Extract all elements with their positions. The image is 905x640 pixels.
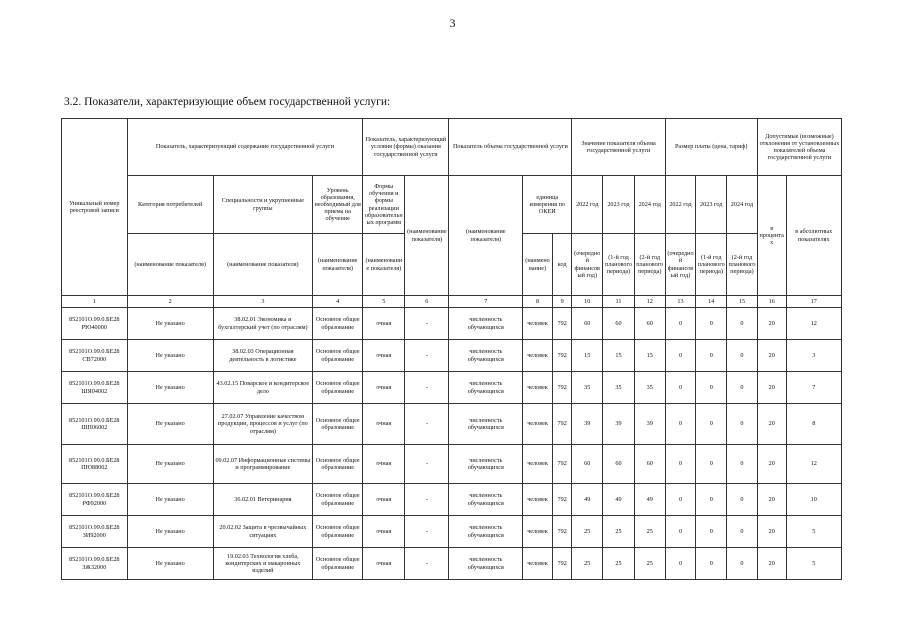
deviation-percent-cell: 20 (757, 340, 786, 372)
unit-name-cell: человек (523, 484, 553, 516)
table-row (62, 340, 842, 372)
column-number: 11 (603, 296, 635, 308)
deviation-absolute-cell: 12 (786, 308, 841, 340)
fee-2024-cell: 0 (727, 372, 758, 404)
volume-2022-cell: 25 (572, 548, 603, 580)
specialty-cell: 36.02.01 Ветеринария (213, 484, 312, 516)
record-code-cell: 852101О.99.0.БЕ28 РЮ40000 (62, 308, 128, 340)
column-number: 3 (213, 296, 312, 308)
blank-indicator-cell: - (405, 308, 449, 340)
record-code-cell: 852101О.99.0.БЕ28 ШЯ04002 (62, 372, 128, 404)
deviation-percent-cell: 20 (757, 372, 786, 404)
fee-2022-cell: 0 (665, 445, 696, 484)
deviation-percent-cell: 20 (757, 548, 786, 580)
header-year-note-3: (2-й год планового периода) (634, 234, 665, 296)
volume-2023-cell: 25 (603, 516, 635, 548)
header-volume-value: Значение показателя объема государственной услуги (572, 119, 665, 176)
unit-name-cell: человек (523, 516, 553, 548)
specialty-cell: 38.02.03 Операционная деятельность в логистике (213, 340, 312, 372)
column-number: 1 (62, 296, 128, 308)
consumer-category-cell: Не указано (127, 516, 213, 548)
fee-2024-cell: 0 (727, 516, 758, 548)
deviation-absolute-cell: 5 (786, 516, 841, 548)
fee-2022-cell: 0 (665, 484, 696, 516)
unit-name-cell: человек (523, 340, 553, 372)
education-form-cell: очная (363, 548, 405, 580)
column-number: 5 (363, 296, 405, 308)
consumer-category-cell: Не указано (127, 372, 213, 404)
volume-2022-cell: 25 (572, 516, 603, 548)
header-education-level: Уровень образования, необходимый для приема на обучение (313, 176, 363, 234)
volume-2023-cell: 60 (603, 445, 635, 484)
fee-2024-cell: 0 (727, 308, 758, 340)
table-body (62, 308, 842, 580)
education-form-cell: очная (363, 445, 405, 484)
record-code-cell: 852101О.99.0.БЕ28 ПЮ88002 (62, 445, 128, 484)
deviation-percent-cell: 20 (757, 308, 786, 340)
education-form-cell: очная (363, 372, 405, 404)
header-unit-okei: единица измерения по ОКЕИ (523, 176, 572, 234)
table-row (62, 516, 842, 548)
deviation-percent-cell: 20 (757, 516, 786, 548)
page-number: 3 (449, 16, 456, 30)
header-fee-size: Размер платы (цена, тариф) (665, 119, 757, 176)
volume-2023-cell: 39 (603, 404, 635, 445)
specialty-cell: 38.02.01 Экономика и бухгалтерский учет (по отраслям) (213, 308, 312, 340)
fee-2023-cell: 0 (696, 340, 727, 372)
education-form-cell: очная (363, 308, 405, 340)
header-fee-year-note-3: (2-й год планового периода) (727, 234, 758, 296)
blank-indicator-cell: - (405, 340, 449, 372)
deviation-percent-cell: 20 (757, 404, 786, 445)
volume-2022-cell: 35 (572, 372, 603, 404)
header-fee-year-note-2: (1-й год планового периода) (696, 234, 727, 296)
header-in-percent: в процентах (757, 176, 786, 296)
column-number: 9 (552, 296, 572, 308)
record-code-cell: 852101О.99.0.БЕ28 ШП06002 (62, 404, 128, 445)
consumer-category-cell: Не указано (127, 340, 213, 372)
table-row (62, 484, 842, 516)
fee-2024-cell: 0 (727, 548, 758, 580)
education-level-cell: Основное общее образование (313, 404, 363, 445)
consumer-category-cell: Не указано (127, 308, 213, 340)
header-content-indicator: Показатель, характеризующий содержание государственной услуги (127, 119, 363, 176)
okei-code-cell: 792 (552, 445, 572, 484)
fee-2022-cell: 0 (665, 404, 696, 445)
header-volume-indicator: Показатель объема государственной услуги (449, 119, 572, 176)
education-level-cell: Основное общее образование (313, 308, 363, 340)
deviation-absolute-cell: 10 (786, 484, 841, 516)
volume-2023-cell: 35 (603, 372, 635, 404)
volume-2022-cell: 60 (572, 308, 603, 340)
header-fee-year-note-1: (очередной финансовый год) (665, 234, 696, 296)
fee-2023-cell: 0 (696, 445, 727, 484)
header-year-note-2: (1-й год планового периода) (603, 234, 635, 296)
column-number-row (62, 296, 842, 308)
deviation-absolute-cell: 3 (786, 340, 841, 372)
volume-2024-cell: 15 (634, 340, 665, 372)
header-row-1 (62, 119, 842, 176)
okei-code-cell: 792 (552, 404, 572, 445)
volume-indicator-name-cell: численность обучающихся (449, 404, 523, 445)
unit-name-cell: человек (523, 445, 553, 484)
okei-code-cell: 792 (552, 548, 572, 580)
okei-code-cell: 792 (552, 340, 572, 372)
header-unit-name: (наименование) (523, 234, 553, 296)
header-name-col-5: (наименование показателя) (363, 234, 405, 296)
volume-indicator-name-cell: численность обучающихся (449, 445, 523, 484)
record-code-cell: 852101О.99.0.БЕ28 РФ92000 (62, 484, 128, 516)
education-level-cell: Основное общее образование (313, 372, 363, 404)
deviation-percent-cell: 20 (757, 484, 786, 516)
header-fee-year-3: 2024 год (727, 176, 758, 234)
specialty-cell: 20.02.02 Защита в чрезвычайных ситуациях (213, 516, 312, 548)
fee-2023-cell: 0 (696, 308, 727, 340)
fee-2024-cell: 0 (727, 340, 758, 372)
education-level-cell: Основное общее образование (313, 548, 363, 580)
volume-2022-cell: 15 (572, 340, 603, 372)
okei-code-cell: 792 (552, 308, 572, 340)
header-indicator-name-blank: (наименование показателя) (405, 176, 449, 296)
volume-2023-cell: 49 (603, 484, 635, 516)
header-code: код (552, 234, 572, 296)
deviation-absolute-cell: 8 (786, 404, 841, 445)
volume-indicator-name-cell: численность обучающихся (449, 484, 523, 516)
header-in-absolute: в абсолютных показателях (786, 176, 841, 296)
table-row (62, 308, 842, 340)
consumer-category-cell: Не указано (127, 445, 213, 484)
table-row (62, 372, 842, 404)
header-year-3: 2024 год (634, 176, 665, 234)
header-name-col-4: (наименование показателя) (313, 234, 363, 296)
header-specialties: Специальности и укрупненные группы (213, 176, 312, 234)
table-row (62, 548, 842, 580)
volume-2024-cell: 60 (634, 445, 665, 484)
column-number: 4 (313, 296, 363, 308)
column-number: 7 (449, 296, 523, 308)
volume-2023-cell: 25 (603, 548, 635, 580)
education-level-cell: Основное общее образование (313, 484, 363, 516)
table-row (62, 404, 842, 445)
header-name-col-3: (наименование показателя) (213, 234, 312, 296)
header-forms-of-education: Формы обучения и формы реализации образовательных программ (363, 176, 405, 234)
blank-indicator-cell: - (405, 372, 449, 404)
blank-indicator-cell: - (405, 548, 449, 580)
column-number: 17 (786, 296, 841, 308)
volume-2024-cell: 60 (634, 308, 665, 340)
unit-name-cell: человек (523, 372, 553, 404)
education-level-cell: Основное общее образование (313, 445, 363, 484)
volume-2024-cell: 39 (634, 404, 665, 445)
consumer-category-cell: Не указано (127, 548, 213, 580)
column-number: 15 (727, 296, 758, 308)
header-year-note-1: (очередной финансовый год) (572, 234, 603, 296)
record-code-cell: 852101О.99.0.БЕ28 ЗИ92000 (62, 516, 128, 548)
blank-indicator-cell: - (405, 516, 449, 548)
okei-code-cell: 792 (552, 516, 572, 548)
volume-indicator-name-cell: численность обучающихся (449, 516, 523, 548)
header-name-col-2: (наименование показателя) (127, 234, 213, 296)
volume-2024-cell: 25 (634, 516, 665, 548)
record-code-cell: 852101О.99.0.БЕ28 ЗЖ32000 (62, 548, 128, 580)
education-level-cell: Основное общее образование (313, 516, 363, 548)
unit-name-cell: человек (523, 404, 553, 445)
volume-indicator-name-cell: численность обучающихся (449, 308, 523, 340)
header-allowed-deviations: Допустимые (возможные) отклонения от установленных показателей объема государственной услуги (757, 119, 841, 176)
volume-indicator-name-cell: численность обучающихся (449, 340, 523, 372)
column-number: 14 (696, 296, 727, 308)
column-number: 2 (127, 296, 213, 308)
consumer-category-cell: Не указано (127, 404, 213, 445)
volume-2024-cell: 49 (634, 484, 665, 516)
education-form-cell: очная (363, 340, 405, 372)
volume-indicator-name-cell: численность обучающихся (449, 372, 523, 404)
blank-indicator-cell: - (405, 484, 449, 516)
section-title: 3.2. Показатели, характеризующие объем государственной услуги: (64, 96, 391, 108)
column-number: 10 (572, 296, 603, 308)
fee-2023-cell: 0 (696, 372, 727, 404)
deviation-absolute-cell: 5 (786, 548, 841, 580)
specialty-cell: 43.02.15 Поварское и кондитерское дело (213, 372, 312, 404)
header-conditions-indicator: Показатель, характеризующий условия (формы) оказания государственной услуги (363, 119, 449, 176)
education-level-cell: Основное общее образование (313, 340, 363, 372)
volume-2024-cell: 35 (634, 372, 665, 404)
specialty-cell: 19.02.03 Технология хлеба, кондитерских и макаронных изделий (213, 548, 312, 580)
education-form-cell: очная (363, 404, 405, 445)
fee-2023-cell: 0 (696, 484, 727, 516)
fee-2022-cell: 0 (665, 516, 696, 548)
okei-code-cell: 792 (552, 372, 572, 404)
volume-indicators-table (61, 118, 842, 580)
fee-2023-cell: 0 (696, 404, 727, 445)
column-number: 6 (405, 296, 449, 308)
deviation-percent-cell: 20 (757, 445, 786, 484)
fee-2024-cell: 0 (727, 404, 758, 445)
consumer-category-cell: Не указано (127, 484, 213, 516)
column-number: 13 (665, 296, 696, 308)
fee-2022-cell: 0 (665, 340, 696, 372)
unit-name-cell: человек (523, 308, 553, 340)
volume-2022-cell: 39 (572, 404, 603, 445)
table-row (62, 445, 842, 484)
header-year-1: 2022 год (572, 176, 603, 234)
unit-name-cell: человек (523, 548, 553, 580)
fee-2022-cell: 0 (665, 548, 696, 580)
volume-2023-cell: 15 (603, 340, 635, 372)
volume-2022-cell: 60 (572, 445, 603, 484)
fee-2022-cell: 0 (665, 308, 696, 340)
blank-indicator-cell: - (405, 404, 449, 445)
volume-indicator-name-cell: численность обучающихся (449, 548, 523, 580)
header-fee-year-2: 2023 год (696, 176, 727, 234)
deviation-absolute-cell: 12 (786, 445, 841, 484)
fee-2024-cell: 0 (727, 484, 758, 516)
volume-2023-cell: 60 (603, 308, 635, 340)
header-consumer-category: Категория потребителей (127, 176, 213, 234)
column-number: 16 (757, 296, 786, 308)
fee-2023-cell: 0 (696, 516, 727, 548)
fee-2023-cell: 0 (696, 548, 727, 580)
header-indicator-name: (наименование показателя) (449, 176, 523, 296)
fee-2022-cell: 0 (665, 372, 696, 404)
header-row-2 (62, 176, 842, 234)
volume-2022-cell: 49 (572, 484, 603, 516)
education-form-cell: очная (363, 484, 405, 516)
blank-indicator-cell: - (405, 445, 449, 484)
header-year-2: 2023 год (603, 176, 635, 234)
specialty-cell: 27.02.07 Управление качеством продукции, процессов и услуг (по отраслям) (213, 404, 312, 445)
okei-code-cell: 792 (552, 484, 572, 516)
specialty-cell: 09.02.07 Информационные системы и программирование (213, 445, 312, 484)
column-number: 8 (523, 296, 553, 308)
header-fee-year-1: 2022 год (665, 176, 696, 234)
column-number: 12 (634, 296, 665, 308)
header-unique-number: Уникальный номер реестровой записи (62, 119, 128, 296)
record-code-cell: 852101О.99.0.БЕ28 СВ72000 (62, 340, 128, 372)
volume-2024-cell: 25 (634, 548, 665, 580)
fee-2024-cell: 0 (727, 445, 758, 484)
deviation-absolute-cell: 7 (786, 372, 841, 404)
education-form-cell: очная (363, 516, 405, 548)
